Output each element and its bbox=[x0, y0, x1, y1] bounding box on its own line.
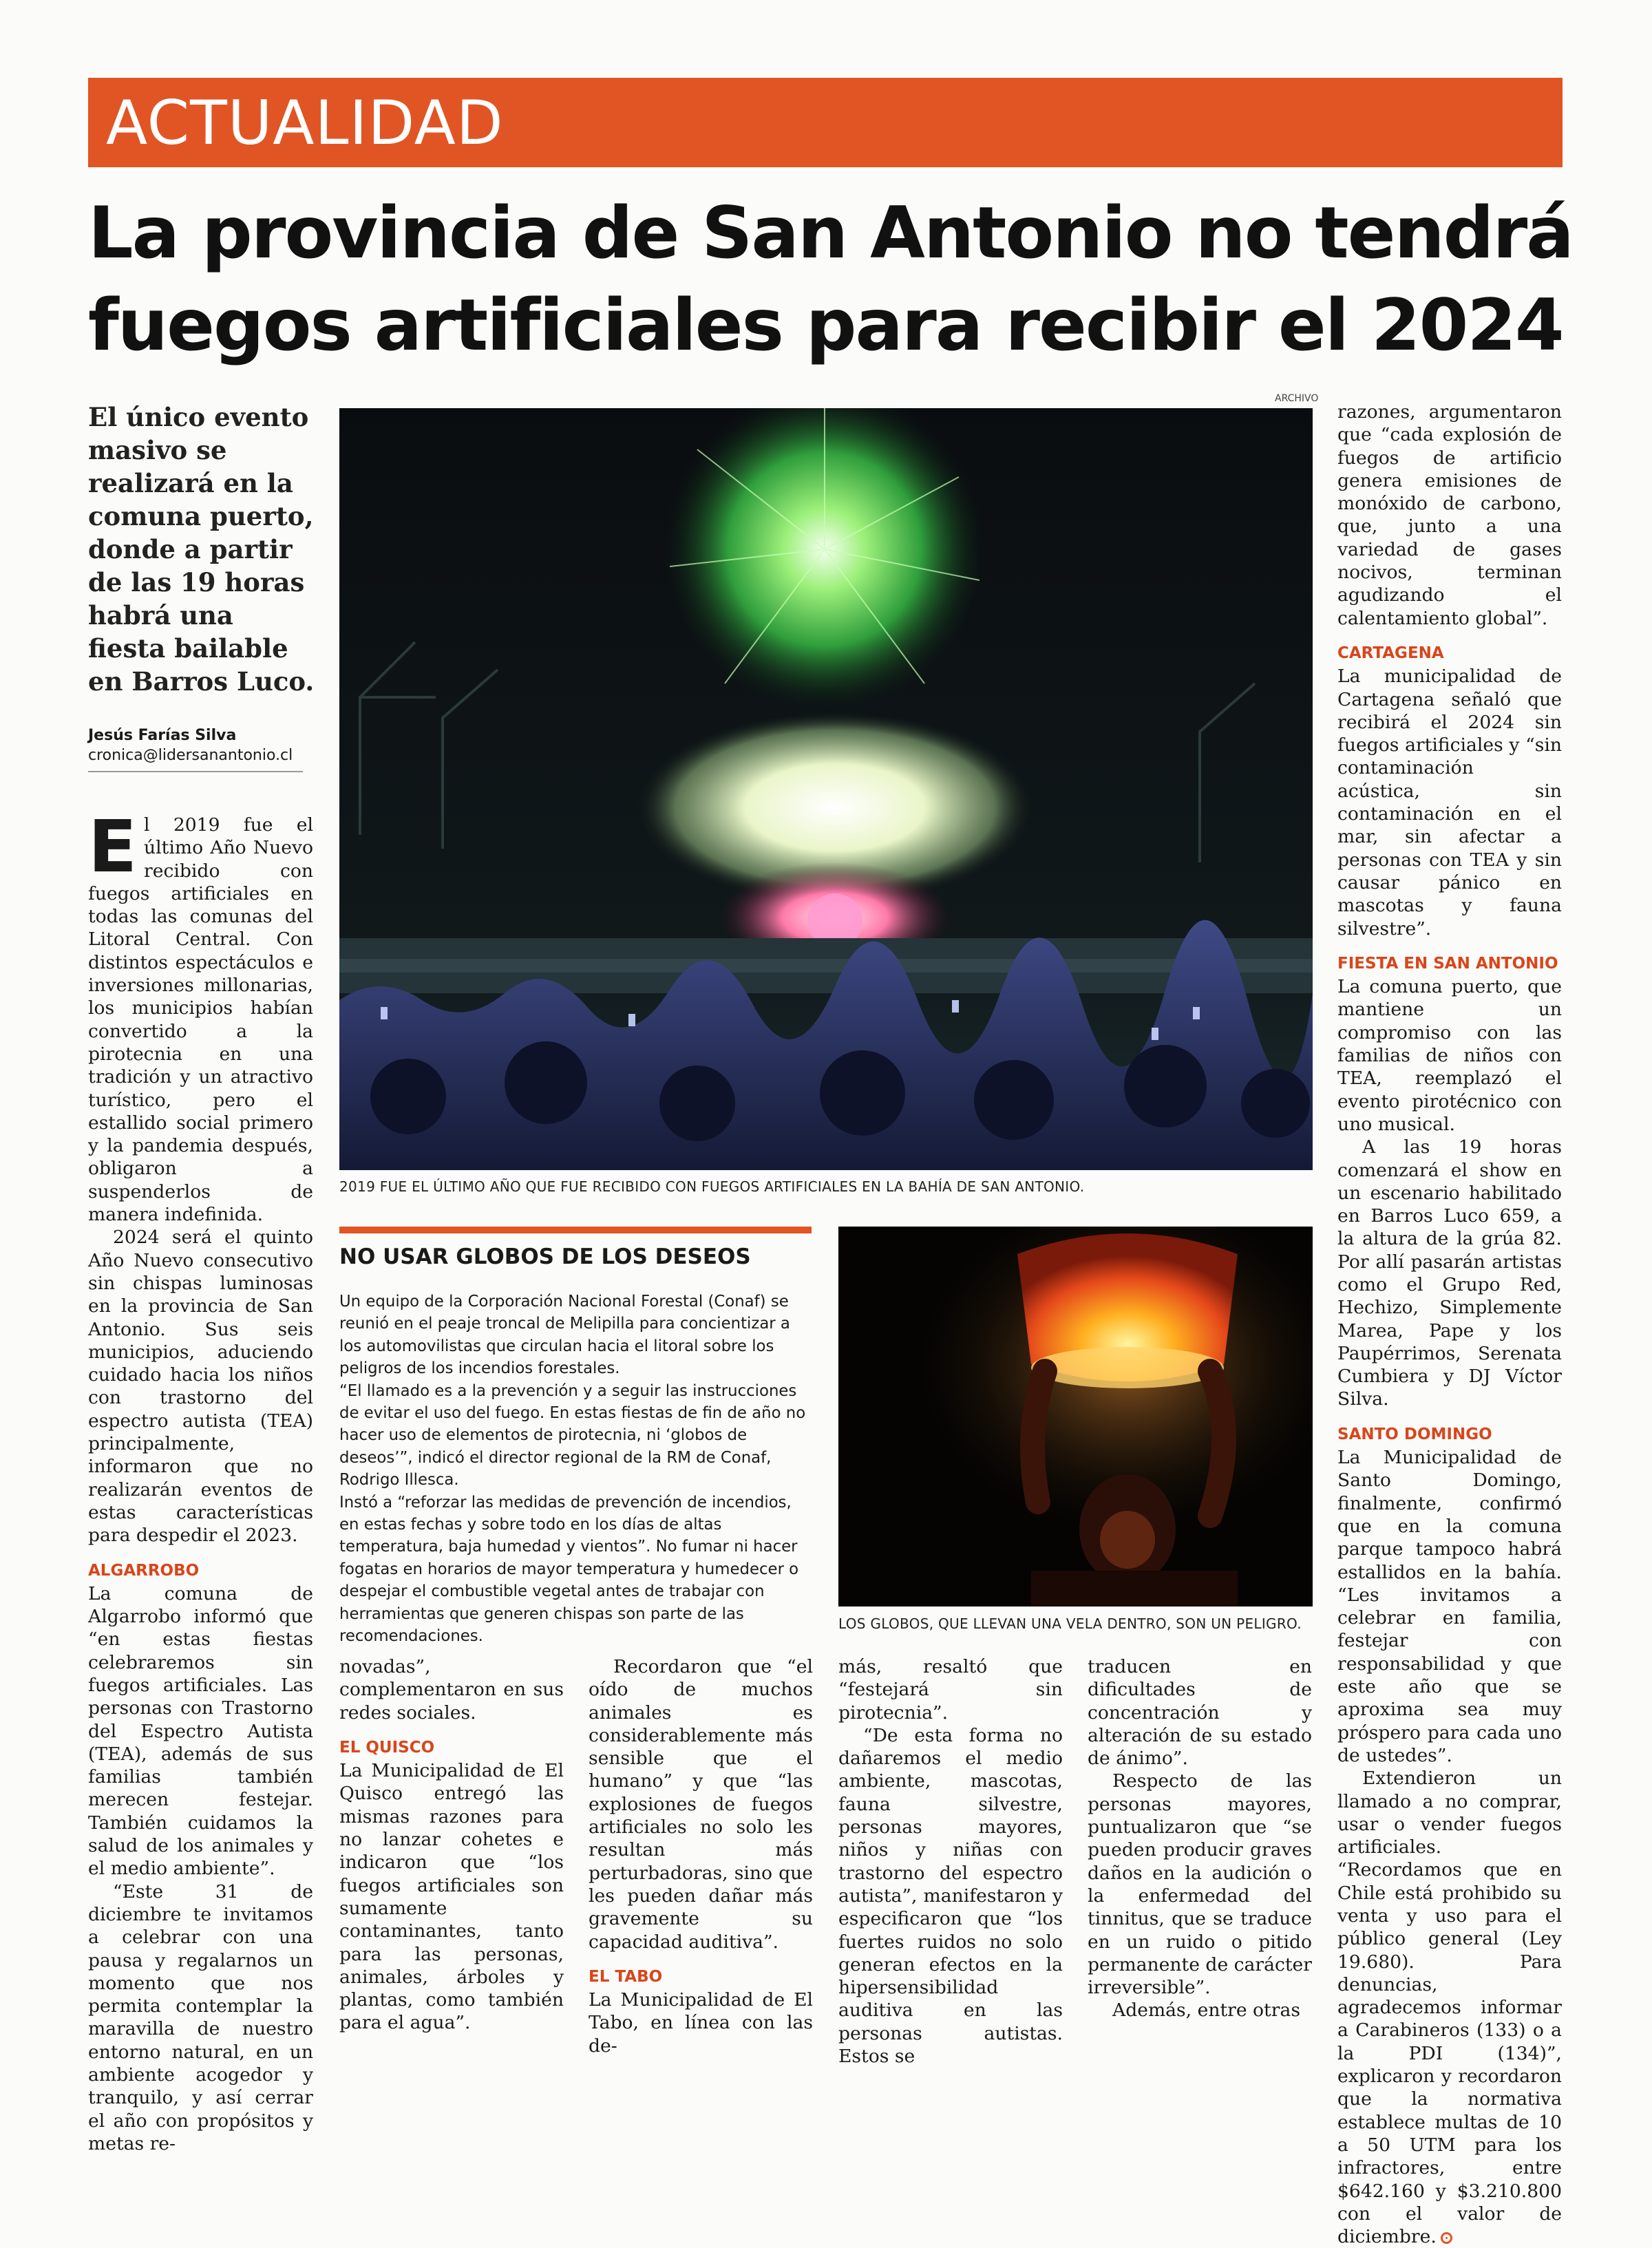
paragraph: Un equipo de la Corporación Nacional Forestal (Conaf) se reunió en el peaje troncal de Melipilla para concientizar a los automovilistas que circulan hacia el litoral sobre los peligros de los incendios forestales. bbox=[339, 1293, 790, 1378]
column-3 bbox=[589, 1655, 813, 2057]
paragraph-text: Extendieron un llamado a no comprar, usar o vender fuegos artificiales. “Recordamos que en Chile está prohibido su venta y uso para el público general (Ley 19.680). Para denuncias, agradecemos informar a Carabineros (133) o a la PDI (134)”, explicaron y recordaron que la normativa establece multas de 10 a 50 UTM para los infractores, entre $642.160 y $3.210.800 con el valor de diciembre. bbox=[1337, 1768, 1562, 2248]
photo-caption: 2019 FUE EL ÚLTIMO AÑO QUE FUE RECIBIDO CON FUEGOS ARTIFICIALES EN LA BAHÍA DE SAN ANTONIO. bbox=[339, 1178, 1085, 1195]
paragraph bbox=[1337, 1767, 1562, 2248]
subhead-santo-domingo: SANTO DOMINGO bbox=[1337, 1425, 1492, 1443]
lantern-photo bbox=[838, 1227, 1313, 1607]
photo-credit: ARCHIVO bbox=[1275, 393, 1319, 404]
paragraph: La Municipalidad de Santo Domingo, finalmente, confirmó que en la comuna parque tampoco habrá estallidos en la bahía. “Les invitamos a celebrar en familia, festejar con responsabilidad y que este año que se aproxima sea muy próspero para cada uno de ustedes”. bbox=[1337, 1447, 1562, 1766]
paragraph: Recordaron que “el oído de muchos animales es considerablemente más sensible que el humano” y que “las explosiones de fuegos artificiales no solo les resultan más perturbadoras, sino que les pueden dañar más gravemente su capacidad auditiva”. bbox=[589, 1656, 813, 1953]
byline bbox=[88, 725, 293, 765]
box-title: NO USAR GLOBOS DE LOS DESEOS bbox=[339, 1244, 751, 1269]
paragraph: “El llamado es a la prevención y a seguir las instrucciones de evitar el uso del fuego. En estas fiestas de fin de año no hacer uso de elementos de pirotecnia, ni ‘globos de deseos’”, indicó el director regional de la RM de Conaf, Rodrigo Illesca. bbox=[339, 1381, 806, 1489]
subhead-cartagena: CARTAGENA bbox=[1337, 644, 1444, 662]
column-2 bbox=[339, 1655, 564, 2035]
paragraph: traducen en dificultades de concentración y alteración de su estado de ánimo”. bbox=[1088, 1656, 1312, 1770]
subhead-fiesta-san-antonio: FIESTA EN SAN ANTONIO bbox=[1337, 954, 1558, 973]
lede: El único evento masivo se realizará en la comuna puerto, donde a partir de las 19 horas habrá una fiesta bailable en Barros Luco. bbox=[88, 402, 315, 697]
paragraph: Además, entre otras bbox=[1112, 2000, 1300, 2022]
drop-cap: E bbox=[88, 805, 138, 889]
paragraph: más, resaltó que “festejará sin pirotecnia”. bbox=[838, 1656, 1063, 1724]
subhead-algarrobo: ALGARROBO bbox=[88, 1561, 200, 1580]
subhead-el-tabo: EL TABO bbox=[589, 1967, 663, 1986]
box-rule bbox=[339, 1227, 812, 1233]
paragraph: La municipalidad de Cartagena señaló que recibirá el 2024 sin fuegos artificiales y “sin contaminación acústica, sin contaminación en el mar, sin afectar a personas con TEA y sin causar pánico en mascotas y fauna silvestre”. bbox=[1337, 666, 1562, 940]
paragraph: La Municipalidad de El Tabo, en línea con las de- bbox=[589, 1989, 813, 2057]
paragraph: Instó a “reforzar las medidas de prevención de incendios, en estas fechas y sobre todo en los días de altas temperatura, baja humedad y vientos”. No fumar ni hacer fogatas en horarios de mayor temperatura y humedecer o despejar el combustible vegetal antes de trabajar con herramientas que generen chispas son parte de las recomendaciones. bbox=[339, 1493, 799, 1646]
column-4 bbox=[838, 1655, 1063, 2068]
column-5 bbox=[1088, 1655, 1312, 2022]
paragraph: La Municipalidad de El Quisco entregó las mismas razones para no lanzar cohetes e indicaron que “los fuegos artificiales son sumamente contaminantes, tanto para las personas, animales, árboles y plantas, como también para el agua”. bbox=[339, 1760, 564, 2034]
section-bar bbox=[88, 78, 1563, 167]
author-name: Jesús Farías Silva bbox=[88, 727, 237, 744]
paragraph: razones, argumentaron que “cada explosión de fuegos de artificio genera emisiones de monóxido de carbono, que, junto a una variedad de gases nocivos, terminan agudizando el calentamiento global”. bbox=[1337, 401, 1562, 629]
byline-rule bbox=[88, 771, 303, 772]
paragraph: 2024 será el quinto Año Nuevo consecutivo sin chispas luminosas en la provincia de San Antonio. Sus seis municipios, aduciendo cuidado hacia los niños con trastorno del espectro autista (TEA) principalmente, informaron que no realizarán eventos de estas características para despedir el 2023. bbox=[88, 1227, 313, 1547]
author-email: cronica@lidersanantonio.cl bbox=[88, 747, 293, 764]
column-6 bbox=[1337, 401, 1562, 2248]
paragraph: “Este 31 de diciembre te invitamos a celebrar con una pausa y regalarnos un momento que nos permita contemplar la maravilla de nuestro entorno natural, en un ambiente acogedor y tranquilo, y así cerrar el año con propósitos y metas re- bbox=[88, 1880, 313, 2154]
paragraph: Respecto de las personas mayores, puntualizaron que “se pueden producir graves daños en la audición o la enfermedad del tinnitus, que se traduce en un ruido o pitido permanente de carácter irreversible”. bbox=[1088, 1770, 1312, 1999]
paragraph: novadas”, complementaron en sus redes sociales. bbox=[339, 1656, 564, 1724]
end-mark-icon bbox=[1441, 2232, 1452, 2244]
paragraph: A las 19 horas comenzará el show en un escenario habilitado en Barros Luco 659, a la altura de la grúa 82. Por allí pasarán artistas como el Grupo Red, Hechizo, Simplemente Marea, Pape y los Paupérrimos, Serenata Cumbiera y DJ Víctor Silva. bbox=[1337, 1136, 1562, 1410]
headline: La provincia de San Antonio no tendrá fuegos artificiales para recibir el 2024 bbox=[88, 192, 1573, 367]
fireworks-photo bbox=[339, 408, 1313, 1170]
lantern-caption: LOS GLOBOS, QUE LLEVAN UNA VELA DENTRO, SON UN PELIGRO. bbox=[838, 1615, 1302, 1632]
paragraph: La comuna puerto, que mantiene un compromiso con las familias de niños con TEA, reemplazó el evento pirotécnico con uno musical. bbox=[1337, 976, 1562, 1135]
subhead-el-quisco: EL QUISCO bbox=[339, 1738, 435, 1757]
box-text bbox=[339, 1291, 812, 1648]
paragraph: “De esta forma no dañaremos el medio ambiente, mascotas, fauna silvestre, personas mayores, niños y niñas con trastorno del espectro autista”, manifestaron y especificaron que “los fuertes ruidos no solo generan efectos en la hipersensibilidad auditiva en las personas autistas. Estos se bbox=[838, 1724, 1063, 2068]
column-1 bbox=[88, 805, 313, 2155]
paragraph: l 2019 fue el último Año Nuevo recibido con fuegos artificiales en todas las comunas del Litoral Central. Con distintos espectáculos e inversiones millonarias, los municipios habían convertido a la pirotecnia en una tradición y un atractivo turístico, pero el estallido social primero y la pandemia después, obligaron a suspenderlos de manera indefinida. bbox=[88, 814, 313, 1226]
section-label: ACTUALIDAD bbox=[106, 87, 504, 158]
paragraph: La comuna de Algarrobo informó que “en estas fiestas celebraremos sin fuegos artificiales. Las personas con Trastorno del Espectro Autista (TEA), además de sus familias también merecen festejar. También cuidamos la salud de los animales y el medio ambiente”. bbox=[88, 1582, 313, 1880]
